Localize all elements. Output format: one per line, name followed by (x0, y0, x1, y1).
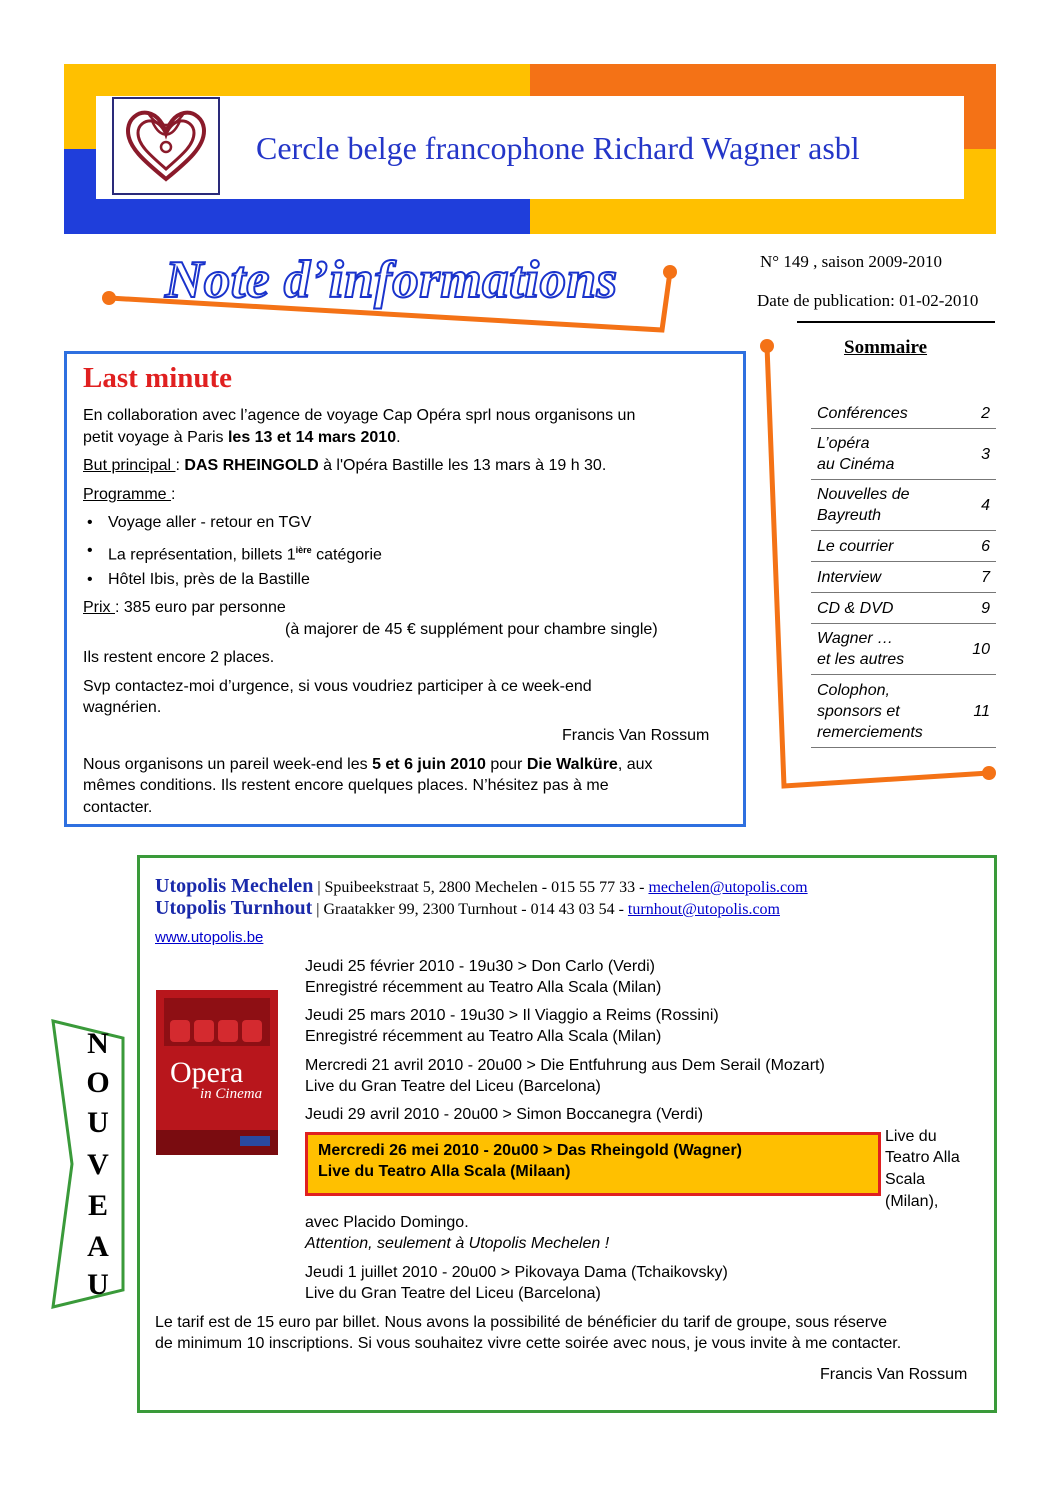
tarif-text: de minimum 10 inscriptions. Si vous souhaitez vivre cette soirée avec nous, je vous invite à me contacter. (155, 1335, 902, 1352)
nouveau-letter: E (87, 1189, 108, 1222)
side-note: (Milan), (885, 1193, 939, 1210)
lm-contact: wagnérien. (83, 699, 162, 716)
toc-item[interactable] (811, 593, 996, 624)
cinema-name: Utopolis Turnhout (155, 897, 313, 919)
toc-item-page: 2 (981, 404, 990, 422)
toc-item-label: Le courrier (817, 537, 894, 555)
lm-main-goal: But principal : DAS RHEINGOLD à l'Opéra Bastille les 13 mars à 19 h 30. (83, 457, 607, 474)
bullet-icon: • (87, 542, 93, 559)
event-attention: Attention, seulement à Utopolis Mechelen ! (305, 1235, 610, 1252)
utopolis-signature: Francis Van Rossum (820, 1366, 968, 1383)
event-line: Jeudi 29 avril 2010 - 20u00 > Simon Boccanegra (Verdi) (305, 1106, 704, 1123)
lm-intro-line: petit voyage à Paris les 13 et 14 mars 2010. (83, 429, 401, 446)
issue-number: N° 149 , saison 2009-2010 (760, 252, 942, 271)
utopolis-website-link[interactable]: www.utopolis.be (155, 929, 264, 946)
event-line: Jeudi 1 juillet 2010 - 20u00 > Pikovaya Dama (Tchaikovsky) (305, 1264, 728, 1281)
toc-item-page: 11 (973, 702, 990, 720)
side-note: Live du (885, 1128, 937, 1145)
nouveau-letter: O (86, 1066, 110, 1099)
nouveau-letter: N (87, 1027, 109, 1060)
side-note: Teatro Alla (885, 1149, 960, 1166)
tarif-text: Le tarif est de 15 euro par billet. Nous avons la possibilité de bénéficier du tarif de groupe, sous réserve (155, 1314, 887, 1331)
toc-item[interactable] (811, 531, 996, 562)
poster-subtitle: in Cinema (200, 1086, 263, 1102)
lm-second-trip: mêmes conditions. Ils restent encore quelques places. N’hésitez pas à me (83, 777, 609, 794)
lm-places: Ils restent encore 2 places. (83, 649, 275, 666)
lm-signature: Francis Van Rossum (562, 727, 710, 744)
lm-bullet: Hôtel Ibis, près de la Bastille (108, 571, 310, 588)
toc-item-page: 10 (972, 640, 990, 658)
event-line: Jeudi 25 mars 2010 - 19u30 > Il Viaggio a Reims (Rossini) (305, 1007, 719, 1024)
toc-item-label: Bayreuth (817, 507, 882, 524)
toc-item-label: Interview (817, 568, 882, 586)
event-line: Mercredi 21 avril 2010 - 20u00 > Die Entfuhrung aus Dem Serail (Mozart) (305, 1057, 825, 1074)
event-line: avec Placido Domingo. (305, 1214, 469, 1231)
bullet-icon: • (87, 514, 93, 531)
toc-item-label: Nouvelles de (817, 486, 910, 503)
toc-item-label: Colophon, (817, 681, 890, 699)
nouveau-letter: A (87, 1230, 109, 1263)
event-line: Jeudi 25 février 2010 - 19u30 > Don Carlo (Verdi) (305, 958, 655, 975)
mechelen-email-link[interactable]: mechelen@utopolis.com (648, 879, 808, 896)
nouveau-letter: U (87, 1106, 109, 1139)
lm-price: Prix : 385 euro par personne (83, 599, 286, 616)
toc-item-page: 3 (981, 445, 990, 463)
toc-item-label: remerciements (817, 723, 923, 741)
toc-item-page: 6 (981, 537, 990, 555)
lm-second-trip: contacter. (83, 799, 153, 816)
lm-bullet: La représentation, billets $1^{ière}$ catégorie (108, 545, 382, 564)
poster-title: Opera (170, 1056, 244, 1089)
toc-item-label: et les autres (817, 651, 905, 668)
table-of-contents (811, 398, 996, 748)
lm-second-trip: Nous organisons un pareil week-end les 5 et 6 juin 2010 pour Die Walküre, aux (83, 756, 653, 773)
event-line: Live du Gran Teatre del Liceu (Barcelona) (305, 1078, 601, 1095)
highlight-line: Live du Teatro Alla Scala (Milaan) (318, 1163, 571, 1180)
toc-item-label: L’opéra (817, 435, 870, 452)
separator (797, 321, 995, 323)
last-minute-title: Last minute (83, 362, 233, 394)
highlight-line: Mercredi 26 mei 2010 - 20u00 > Das Rheingold (Wagner) (318, 1142, 742, 1159)
side-note: Scala (885, 1171, 926, 1188)
publication-date: Date de publication: 01-02-2010 (757, 291, 979, 310)
nouveau-letter: V (87, 1148, 109, 1181)
sommaire-title: Sommaire (844, 337, 928, 358)
newsletter-title: Note d’informations (165, 251, 618, 309)
toc-item-page: 9 (981, 599, 990, 617)
toc-item[interactable] (811, 562, 996, 593)
toc-item[interactable] (811, 675, 996, 748)
lm-contact: Svp contactez-moi d’urgence, si vous voudriez participer à ce week-end (83, 678, 592, 695)
utopolis-mechelen-line: Utopolis Mechelen | Spuibeekstraat 5, 2800 Mechelen - 015 55 77 33 - mechelen@utopolis.com (155, 875, 808, 897)
utopolis-turnhout-line: Utopolis Turnhout | Graatakker 99, 2300 Turnhout - 014 43 03 54 - turnhout@utopolis.com (155, 897, 780, 919)
nouveau-letter: U (87, 1268, 109, 1301)
club-name: Cercle belge francophone Richard Wagner asbl (256, 130, 860, 166)
toc-item-label: CD & DVD (817, 599, 894, 617)
event-line: Live du Gran Teatre del Liceu (Barcelona) (305, 1285, 601, 1302)
toc-item[interactable] (811, 480, 996, 531)
lm-programme-label: Programme : (83, 486, 176, 503)
toc-item-label: Wagner … (817, 630, 894, 647)
toc-item-page: 4 (981, 496, 990, 514)
toc-item[interactable] (811, 429, 996, 480)
toc-item-label: Conférences (817, 404, 908, 422)
turnhout-email-link[interactable]: turnhout@utopolis.com (627, 901, 780, 918)
opera-in-cinema-poster (156, 990, 278, 1155)
toc-item-label: au Cinéma (817, 456, 895, 473)
event-line: Enregistré récemment au Teatro Alla Scala (Milan) (305, 1028, 662, 1045)
event-line: Enregistré récemment au Teatro Alla Scala (Milan) (305, 979, 662, 996)
cinema-name: Utopolis Mechelen (155, 875, 314, 897)
lm-price-note: (à majorer de 45 € supplément pour chambre single) (285, 621, 658, 638)
toc-item[interactable] (811, 624, 996, 675)
lm-intro-line: En collaboration avec l’agence de voyage Cap Opéra sprl nous organisons un (83, 407, 636, 424)
toc-item-page: 7 (981, 568, 990, 586)
lm-bullet: Voyage aller - retour en TGV (108, 514, 312, 531)
toc-item[interactable] (811, 398, 996, 429)
toc-item-label: sponsors et (817, 702, 900, 720)
bullet-icon: • (87, 571, 93, 588)
